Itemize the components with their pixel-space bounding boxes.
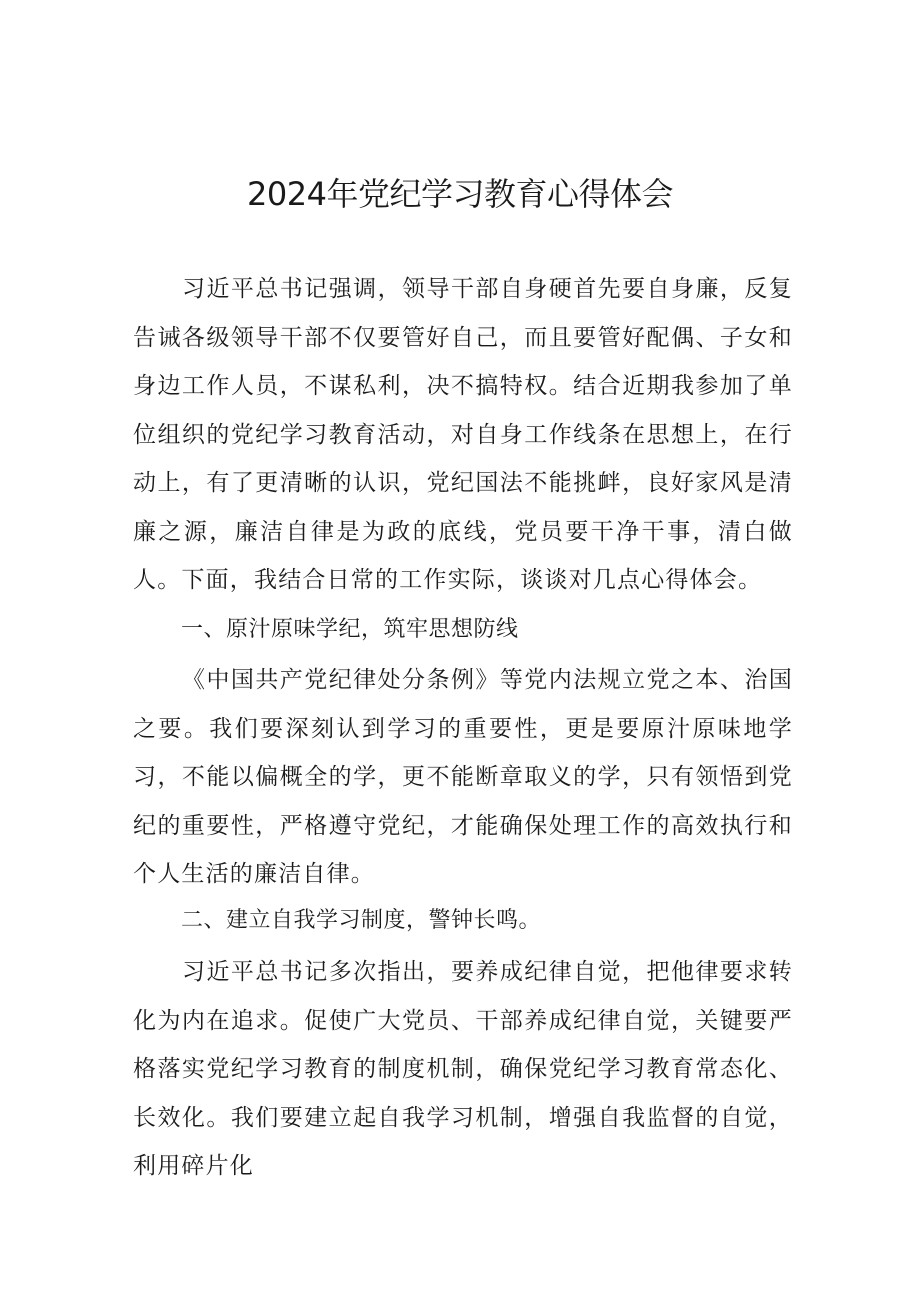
section-heading-1: 一、原汁原味学纪，筑牢思想防线 bbox=[181, 617, 519, 642]
section-heading-2: 二、建立自我学习制度，警钟长鸣。 bbox=[181, 908, 542, 933]
body-paragraph-1: 习近平总书记强调，领导干部自身硬首先要自身廉，反复告诫各级领导干部不仅要管好自己，而且要管好配偶、子女和身边工作人员，不谋私利，决不搞特权。结合近期我参加了单位组织的党纪学习教育活动，对自身工作线条在思想上，在行动上，有了更清晰的认识，党纪国法不能挑衅，良好家风是清廉之源，廉洁自律是为政的底线，党员要干净干事，清白做人。下面，我结合日常的工作实际，谈谈对几点心得体会。 bbox=[133, 276, 793, 593]
document-title: 2024年党纪学习教育心得体会 bbox=[247, 175, 673, 213]
body-paragraph-3: 习近平总书记多次指出，要养成纪律自觉，把他律要求转化为内在追求。促使广大党员、干部养成纪律自觉，关键要严格落实党纪学习教育的制度机制，确保党纪学习教育常态化、长效化。我们要建立起自我学习机制，增强自我监督的自觉，利用碎片化 bbox=[133, 959, 793, 1179]
body-paragraph-2: 《中国共产党纪律处分条例》等党内法规立党之本、治国之要。我们要深刻认到学习的重要性，更是要原汁原味地学习，不能以偏概全的学，更不能断章取义的学，只有领悟到党纪的重要性，严格遵守党纪，才能确保处理工作的高效执行和个人生活的廉洁自律。 bbox=[133, 667, 793, 887]
